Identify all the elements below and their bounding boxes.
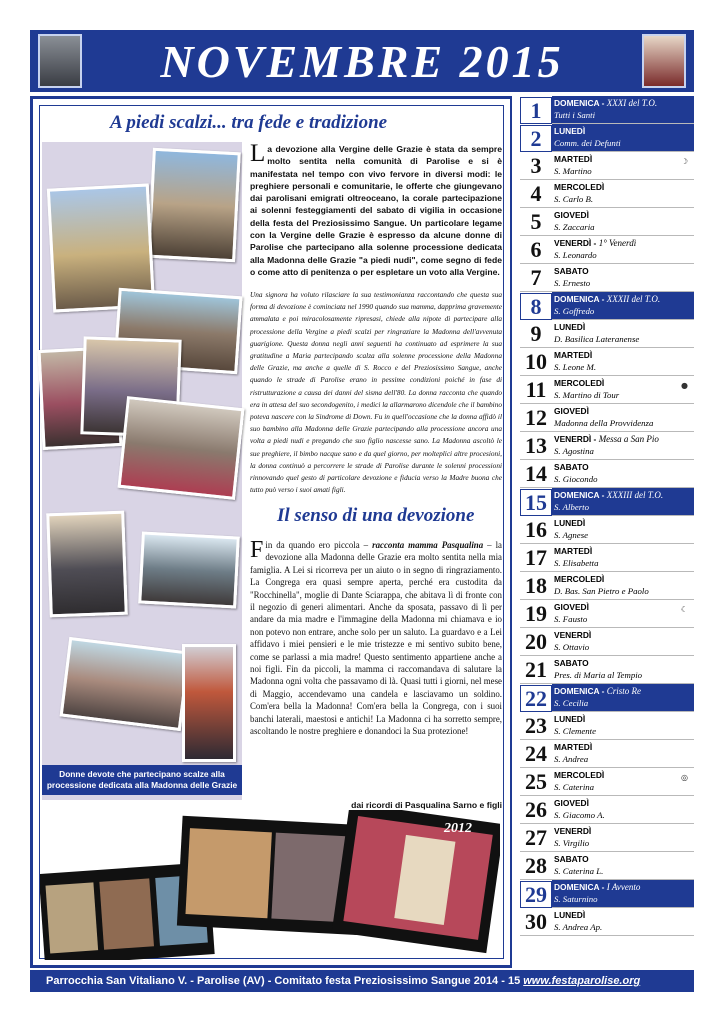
website-link[interactable]: www.festaparolise.org (523, 975, 641, 987)
day-number: 16 (525, 517, 547, 542)
day-number: 18 (525, 573, 547, 598)
day-name: LUNEDÌ (554, 126, 586, 136)
photo-procession-4 (118, 396, 245, 500)
calendar-day-row (520, 572, 694, 600)
day-name: MARTEDÌ (554, 546, 593, 556)
film-year-label: 2012 (444, 821, 472, 836)
story-attribution: racconta mamma Pasqualina (372, 540, 484, 550)
day-number: 8 (520, 293, 552, 320)
day-number: 1 (520, 97, 552, 124)
calendar-column (520, 96, 694, 936)
photo-woman (182, 644, 236, 762)
day-number: 22 (520, 685, 552, 712)
moon-phase-icon: ◎ (681, 773, 688, 782)
day-number: 10 (525, 349, 547, 374)
moon-phase-icon: ☽ (680, 157, 688, 166)
day-name: VENERDÌ - 1° Venerdì (554, 238, 637, 248)
day-name: VENERDÌ - Messa a San Pio (554, 434, 659, 444)
saint-name: Madonna della Provvidenza (554, 418, 654, 428)
saint-name: S. Leone M. (554, 362, 597, 372)
saint-name: S. Giocondo (554, 474, 598, 484)
saint-name: S. Zaccaria (554, 222, 595, 232)
saint-name: S. Cecilia (554, 698, 589, 708)
calendar-day-row (520, 348, 694, 376)
footer-text: Parrocchia San Vitaliano V. - Parolise (AV) - Comitato festa Preziosissimo Sangue 2014 - 15 (46, 975, 524, 987)
calendar-day-row (520, 264, 694, 292)
day-number: 28 (525, 853, 547, 878)
day-name: LUNEDÌ (554, 910, 586, 920)
saint-name: D. Basilica Lateranense (554, 334, 640, 344)
saint-name: S. Giacomo A. (554, 810, 605, 820)
photo-street-1 (46, 511, 128, 618)
day-number: 12 (525, 405, 547, 430)
saint-name: S. Clemente (554, 726, 597, 736)
day-name: GIOVEDÌ (554, 406, 589, 416)
photo-caption: Donne devote che partecipano scalze alla processione dedicata alla Madonna delle Grazie (42, 765, 242, 795)
saint-name: S. Alberto (554, 502, 590, 512)
calendar-day-row (520, 628, 694, 656)
page-title: NOVEMBRE 2015 (160, 36, 564, 87)
signature: dai ricordi di Pasqualina Sarno e figli (351, 800, 502, 810)
saint-name: S. Agostina (554, 446, 594, 456)
saint-name: S. Goffredo (554, 306, 595, 316)
saint-name: S. Martino (554, 166, 592, 176)
calendar-day-row (520, 320, 694, 348)
saint-name: S. Saturnino (554, 894, 598, 904)
saint-name: S. Martino di Tour (554, 390, 620, 400)
feast-label: 1° Venerdì (598, 238, 637, 248)
day-number: 2 (520, 125, 552, 152)
day-name: MARTEDÌ (554, 350, 593, 360)
saint-name: S. Caterina (554, 782, 595, 792)
calendar-day-row (520, 432, 694, 460)
day-name: MERCOLEDÌ (554, 182, 605, 192)
calendar-day-row (520, 544, 694, 572)
calendar-day-row (520, 376, 694, 404)
day-name: MARTEDÌ (554, 154, 593, 164)
saint-name: S. Ottavio (554, 642, 590, 652)
story-dropcap: F (250, 537, 264, 563)
saint-name: S. Andrea Ap. (554, 922, 603, 932)
day-name: LUNEDÌ (554, 714, 586, 724)
day-name: VENERDÌ (554, 630, 592, 640)
photo-procession-1 (147, 148, 241, 262)
page-footer (30, 970, 694, 992)
saint-name: S. Elisabetta (554, 558, 599, 568)
day-number: 17 (525, 545, 547, 570)
feast-label: Cristo Re (606, 686, 642, 696)
feast-label: I Avvento (606, 882, 641, 892)
calendar-day-row (520, 796, 694, 824)
calendar-day-row (520, 404, 694, 432)
day-number: 26 (525, 797, 547, 822)
saint-name: S. Fausto (554, 614, 588, 624)
saint-name: S. Agnese (554, 530, 589, 540)
saint-name: S. Caterina L. (554, 866, 604, 876)
day-number: 13 (525, 433, 547, 458)
day-number: 5 (530, 209, 542, 234)
feast-label: XXXI del T.O. (606, 98, 658, 108)
moon-phase-icon: ☾ (680, 605, 688, 614)
day-number: 24 (525, 741, 547, 766)
day-name: VENERDÌ (554, 826, 592, 836)
saint-name: Pres. di Maria al Tempio (554, 670, 643, 680)
feast-label: XXXII del T.O. (606, 294, 661, 304)
calendar-day-row (520, 908, 694, 936)
story-paragraph (250, 539, 502, 738)
day-number: 20 (525, 629, 547, 654)
intro-paragraph (250, 140, 502, 278)
calendar-day-row (520, 208, 694, 236)
film-strip-collage (40, 810, 500, 960)
day-name: MERCOLEDÌ (554, 574, 605, 584)
photo-street-2 (138, 531, 240, 608)
calendar-day-row (520, 824, 694, 852)
calendar-day-row (520, 180, 694, 208)
madonna-image-right (642, 34, 686, 88)
calendar-day-row (520, 656, 694, 684)
calendar-day-row (520, 880, 694, 908)
saint-name: S. Ernesto (554, 278, 591, 288)
day-name: MARTEDÌ (554, 742, 593, 752)
day-name: SABATO (554, 462, 589, 472)
calendar-day-row (520, 600, 694, 628)
day-number: 25 (525, 769, 547, 794)
calendar-day-row (520, 516, 694, 544)
calendar-day-row (520, 152, 694, 180)
day-number: 3 (530, 153, 542, 178)
day-name: GIOVEDÌ (554, 602, 589, 612)
saint-name: S. Leonardo (554, 250, 597, 260)
calendar-day-row (520, 96, 694, 124)
day-name: GIOVEDÌ (554, 210, 589, 220)
story-lead: in da quando ero piccola – (265, 540, 373, 550)
calendar-day-row (520, 852, 694, 880)
day-name: GIOVEDÌ (554, 798, 589, 808)
day-name: LUNEDÌ (554, 518, 586, 528)
day-name: SABATO (554, 266, 589, 276)
day-name: MERCOLEDÌ (554, 770, 605, 780)
day-name: SABATO (554, 658, 589, 668)
calendar-day-row (520, 768, 694, 796)
day-number: 11 (525, 377, 547, 402)
day-number: 19 (525, 601, 547, 626)
story-text: – la devozione alla Madonna delle Grazie era molto sentita nella mia famiglia. A Lei si ricorreva per un aiuto o in segno di ringraziamento. La Congrega era quasi sempre aperta, perché era custodita da "Rocchinella", moglie di Dante Sciarappa, che abitava lì di fronte con il negozio di generi alimentari. Anche da sposata, passavo di lì per andare da mia madre e l'immagine della Madonna mi chiamava e io non potevo non entrare, anche solo per un saluto. La guardavo e a Lei affidavo i miei pensieri e le mie tristezze e mi sentivo subito bene, come se parlassi a mia madre! Questo sentimento appartiene anche a noi figli. Fin da piccoli, la mamma ci raccomandava di salutare la Madonna ogni volta che passavamo di là. Quasi tutti i giorni, nel mese di Maggio, accendevamo una candela e lasciavamo un soldino. Com'era bella la Madonna! Com'era bella la Congrega, con i suoi banchi laterali, maestosi e antichi! La Madonna ci ha sorretto sempre, ascoltando le nostre preghiere e donandoci la Sua protezione! (250, 540, 502, 737)
day-name: DOMENICA - XXXIII del T.O. (554, 490, 664, 500)
day-name: DOMENICA - XXXII del T.O. (554, 294, 661, 304)
day-number: 27 (525, 825, 547, 850)
day-number: 15 (520, 489, 552, 516)
intro-text: a devozione alla Vergine delle Grazie è stata da sempre molto sentita nella comunità di Parolise e si è manifestata nel tempo con vivo fervore in diversi modi: le preghiere personali e comunitarie, le offerte che giungevano dai parolisani emigrati oltreoceano, la corale partecipazione ai solenni festeggiamenti del sabato di vigilia in occasione della festa del Preziosissimo Sangue. Un particolare legame con la Vergine delle Grazie è espresso da alcune donne di Parolise che partecipano alla solenne processione dedicata alla Madonna delle Grazie "a piedi nudi", come segno di fede o come atto di penitenza o per espletare un voto alla Vergine. (250, 144, 502, 277)
saint-name: Comm. dei Defunti (554, 138, 621, 148)
day-name: DOMENICA - Cristo Re (554, 686, 642, 696)
day-number: 23 (525, 713, 547, 738)
calendar-day-row (520, 740, 694, 768)
day-name: SABATO (554, 854, 589, 864)
day-number: 4 (530, 181, 542, 206)
day-name: LUNEDÌ (554, 322, 586, 332)
saint-name: D. Bas. San Pietro e Paolo (554, 586, 649, 596)
intro-dropcap: L (250, 140, 266, 167)
testimony-paragraph: Una signora ha voluto rilasciare la sua testimonianza raccontando che questa sua forma di devozione è cominciata nel 1990 quando sua mamma, dapprima gravemente ammalata e poi miracolosamente ripresasi, chiede alla nipote di partecipare alla processione della Vergine a piedi scalzi per ringraziare la Madonna dell'avvenuta guarigione. Questa donna negli anni seguenti ha continuato ad esprimere la sua gratitudine a Maria partecipando scalza alla solenne processione della Madonna delle Grazie, ma anche a quelle di S. Rocco e del Preziosissimo Sangue, anche quando le strade di Parolise erano in pessime condizioni poiché in fase di ristrutturazione a causa dei danni del sisma dell'80. La donna racconta che quando era in attesa del suo secondogenito, i medici la allarmarono dicendole che il bambino poteva nascere con la Sindrome di Down. Fu in quell'occasione che la donna affidò il suo bambino alla Madonna delle Grazie partecipando alla processione ancora una volta a piedi nudi e pregando che suo figlio nascesse sano. La Madonna ascoltò le sue preghiere, il bimbo nacque sano e da quel giorno, per molteplici altre procesioni, la donna continuò a percorrere le strade di Parolise durante le solenni processioni rinnovando quel gesto di particolare devozione e fiducia verso la Madre buona che tutto può verso i suoi amati figli. (250, 290, 502, 495)
feast-label: Messa a San Pio (598, 434, 659, 444)
day-number: 9 (530, 321, 542, 346)
day-number: 30 (525, 909, 547, 934)
saint-name: S. Virgilio (554, 838, 590, 848)
saint-name: S. Andrea (554, 754, 589, 764)
article-title-1: A piedi scalzi... tra fede e tradizione (110, 112, 388, 133)
day-number: 6 (530, 237, 542, 262)
calendar-day-row (520, 684, 694, 712)
day-name: DOMENICA - I Avvento (554, 882, 641, 892)
calendar-day-row (520, 292, 694, 320)
calendar-day-row (520, 236, 694, 264)
calendar-day-row (520, 460, 694, 488)
parish-logo-left (38, 34, 82, 88)
day-number: 14 (525, 461, 547, 486)
photo-procession-5 (60, 637, 191, 731)
day-number: 29 (520, 881, 552, 908)
article-title-2: Il senso di una devozione (277, 505, 475, 526)
feast-label: XXXIII del T.O. (606, 490, 664, 500)
calendar-day-row (520, 712, 694, 740)
page-header (30, 30, 694, 92)
saint-name: S. Carlo B. (554, 194, 594, 204)
day-name: MERCOLEDÌ (554, 378, 605, 388)
day-name: DOMENICA - XXXI del T.O. (554, 98, 658, 108)
calendar-day-row (520, 488, 694, 516)
day-number: 21 (525, 657, 547, 682)
moon-phase-icon: ● (681, 381, 688, 390)
day-number: 7 (530, 265, 542, 290)
calendar-day-row (520, 124, 694, 152)
saint-name: Tutti i Santi (554, 110, 596, 120)
